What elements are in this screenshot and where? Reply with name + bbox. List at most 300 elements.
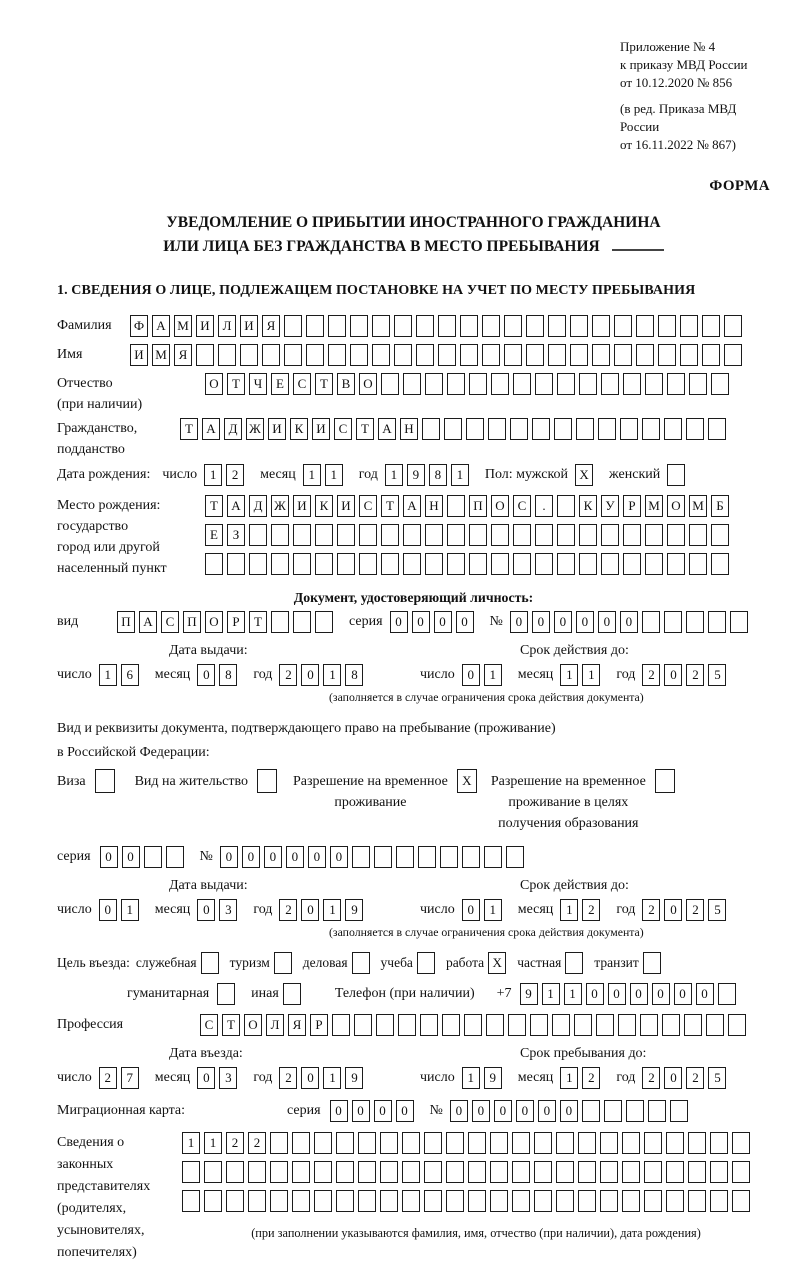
char-cell[interactable] <box>708 418 726 440</box>
char-cell[interactable]: 1 <box>182 1132 200 1154</box>
char-cell[interactable]: О <box>244 1014 262 1036</box>
char-cell[interactable]: 1 <box>325 464 343 486</box>
char-cell[interactable] <box>578 1161 596 1183</box>
char-cell[interactable]: 0 <box>456 611 474 633</box>
checkbox-cell[interactable] <box>217 983 235 1005</box>
char-cell[interactable] <box>570 344 588 366</box>
char-cell[interactable]: 1 <box>484 664 502 686</box>
char-cell[interactable] <box>622 1161 640 1183</box>
char-cell[interactable] <box>284 315 302 337</box>
char-cell[interactable] <box>620 418 638 440</box>
char-cell[interactable]: Н <box>400 418 418 440</box>
checkbox-cell[interactable] <box>565 952 583 974</box>
char-cell[interactable] <box>512 1132 530 1154</box>
char-cell[interactable] <box>578 1190 596 1212</box>
char-cell[interactable]: 2 <box>582 899 600 921</box>
char-cell[interactable] <box>240 344 258 366</box>
char-cell[interactable] <box>664 611 682 633</box>
char-cell[interactable] <box>686 611 704 633</box>
char-cell[interactable] <box>506 846 524 868</box>
char-cell[interactable]: Я <box>262 315 280 337</box>
char-cell[interactable] <box>689 524 707 546</box>
char-cell[interactable] <box>468 1190 486 1212</box>
char-cell[interactable] <box>512 1190 530 1212</box>
char-cell[interactable] <box>600 1161 618 1183</box>
char-cell[interactable]: 9 <box>407 464 425 486</box>
char-cell[interactable] <box>710 1132 728 1154</box>
char-cell[interactable] <box>464 1014 482 1036</box>
char-cell[interactable] <box>350 315 368 337</box>
char-cell[interactable]: Т <box>180 418 198 440</box>
char-cell[interactable]: 0 <box>197 899 215 921</box>
char-cell[interactable] <box>438 344 456 366</box>
char-cell[interactable] <box>623 524 641 546</box>
char-cell[interactable] <box>292 1132 310 1154</box>
char-cell[interactable]: 1 <box>462 1067 480 1089</box>
char-cell[interactable]: 0 <box>494 1100 512 1122</box>
char-cell[interactable] <box>402 1190 420 1212</box>
checkbox-cell[interactable] <box>257 769 277 793</box>
char-cell[interactable]: 7 <box>121 1067 139 1089</box>
char-cell[interactable] <box>315 524 333 546</box>
char-cell[interactable]: 5 <box>708 899 726 921</box>
char-cell[interactable]: 0 <box>538 1100 556 1122</box>
char-cell[interactable]: 0 <box>197 664 215 686</box>
char-cell[interactable]: И <box>130 344 148 366</box>
char-cell[interactable] <box>510 418 528 440</box>
char-cell[interactable] <box>600 1190 618 1212</box>
char-cell[interactable] <box>226 1190 244 1212</box>
char-cell[interactable]: И <box>337 495 355 517</box>
char-cell[interactable] <box>702 344 720 366</box>
char-cell[interactable] <box>248 1161 266 1183</box>
char-cell[interactable] <box>372 344 390 366</box>
char-cell[interactable]: 0 <box>122 846 140 868</box>
char-cell[interactable]: 8 <box>429 464 447 486</box>
char-cell[interactable] <box>601 524 619 546</box>
char-cell[interactable]: 0 <box>197 1067 215 1089</box>
char-cell[interactable]: Р <box>227 611 245 633</box>
char-cell[interactable]: В <box>337 373 355 395</box>
char-cell[interactable] <box>336 1132 354 1154</box>
char-cell[interactable] <box>618 1014 636 1036</box>
checkbox-cell[interactable] <box>417 952 435 974</box>
char-cell[interactable] <box>460 344 478 366</box>
char-cell[interactable] <box>438 315 456 337</box>
char-cell[interactable] <box>711 553 729 575</box>
char-cell[interactable]: 1 <box>204 464 222 486</box>
char-cell[interactable] <box>534 1161 552 1183</box>
char-cell[interactable]: 0 <box>462 664 480 686</box>
char-cell[interactable] <box>626 1100 644 1122</box>
char-cell[interactable]: 0 <box>532 611 550 633</box>
char-cell[interactable]: О <box>205 611 223 633</box>
char-cell[interactable] <box>666 1190 684 1212</box>
checkbox-cell[interactable]: X <box>457 769 477 793</box>
char-cell[interactable] <box>205 553 223 575</box>
char-cell[interactable]: Т <box>205 495 223 517</box>
char-cell[interactable]: 3 <box>219 1067 237 1089</box>
char-cell[interactable]: С <box>334 418 352 440</box>
char-cell[interactable]: 1 <box>560 664 578 686</box>
char-cell[interactable]: И <box>196 315 214 337</box>
char-cell[interactable] <box>644 1132 662 1154</box>
char-cell[interactable]: С <box>161 611 179 633</box>
char-cell[interactable]: К <box>315 495 333 517</box>
char-cell[interactable] <box>706 1014 724 1036</box>
char-cell[interactable] <box>644 1161 662 1183</box>
char-cell[interactable] <box>689 553 707 575</box>
char-cell[interactable] <box>446 1132 464 1154</box>
char-cell[interactable] <box>337 553 355 575</box>
char-cell[interactable]: Д <box>249 495 267 517</box>
char-cell[interactable]: 6 <box>121 664 139 686</box>
char-cell[interactable]: А <box>202 418 220 440</box>
char-cell[interactable] <box>576 418 594 440</box>
char-cell[interactable]: 0 <box>220 846 238 868</box>
char-cell[interactable] <box>513 553 531 575</box>
char-cell[interactable] <box>579 373 597 395</box>
char-cell[interactable]: Ж <box>246 418 264 440</box>
char-cell[interactable]: И <box>293 495 311 517</box>
char-cell[interactable]: 0 <box>620 611 638 633</box>
char-cell[interactable] <box>446 1161 464 1183</box>
char-cell[interactable] <box>482 315 500 337</box>
char-cell[interactable]: 0 <box>286 846 304 868</box>
char-cell[interactable]: С <box>200 1014 218 1036</box>
char-cell[interactable] <box>513 524 531 546</box>
char-cell[interactable] <box>614 315 632 337</box>
char-cell[interactable] <box>592 344 610 366</box>
char-cell[interactable] <box>710 1161 728 1183</box>
char-cell[interactable]: 2 <box>642 899 660 921</box>
char-cell[interactable] <box>534 1132 552 1154</box>
char-cell[interactable]: 0 <box>450 1100 468 1122</box>
char-cell[interactable] <box>526 315 544 337</box>
char-cell[interactable]: А <box>227 495 245 517</box>
char-cell[interactable] <box>420 1014 438 1036</box>
char-cell[interactable] <box>418 846 436 868</box>
char-cell[interactable]: Т <box>315 373 333 395</box>
char-cell[interactable] <box>204 1190 222 1212</box>
char-cell[interactable] <box>271 524 289 546</box>
char-cell[interactable] <box>488 418 506 440</box>
char-cell[interactable]: Я <box>288 1014 306 1036</box>
char-cell[interactable] <box>336 1190 354 1212</box>
char-cell[interactable]: 1 <box>121 899 139 921</box>
char-cell[interactable] <box>402 1161 420 1183</box>
char-cell[interactable]: 0 <box>412 611 430 633</box>
char-cell[interactable] <box>622 1132 640 1154</box>
char-cell[interactable] <box>468 1161 486 1183</box>
char-cell[interactable] <box>374 846 392 868</box>
char-cell[interactable] <box>642 611 660 633</box>
char-cell[interactable] <box>491 553 509 575</box>
char-cell[interactable] <box>645 373 663 395</box>
char-cell[interactable] <box>380 1161 398 1183</box>
char-cell[interactable]: 1 <box>323 664 341 686</box>
char-cell[interactable] <box>680 344 698 366</box>
char-cell[interactable] <box>442 1014 460 1036</box>
char-cell[interactable] <box>548 315 566 337</box>
char-cell[interactable] <box>447 373 465 395</box>
char-cell[interactable] <box>526 344 544 366</box>
char-cell[interactable]: 9 <box>345 1067 363 1089</box>
char-cell[interactable]: Л <box>218 315 236 337</box>
char-cell[interactable]: 2 <box>686 664 704 686</box>
char-cell[interactable] <box>724 315 742 337</box>
char-cell[interactable]: 0 <box>301 1067 319 1089</box>
char-cell[interactable] <box>394 344 412 366</box>
char-cell[interactable] <box>708 611 726 633</box>
char-cell[interactable] <box>645 553 663 575</box>
char-cell[interactable]: Ж <box>271 495 289 517</box>
char-cell[interactable]: С <box>293 373 311 395</box>
char-cell[interactable]: К <box>579 495 597 517</box>
checkbox-cell[interactable] <box>95 769 115 793</box>
char-cell[interactable]: П <box>117 611 135 633</box>
char-cell[interactable]: 1 <box>451 464 469 486</box>
char-cell[interactable] <box>425 553 443 575</box>
char-cell[interactable]: 2 <box>226 1132 244 1154</box>
char-cell[interactable] <box>396 846 414 868</box>
char-cell[interactable]: П <box>183 611 201 633</box>
char-cell[interactable] <box>598 418 616 440</box>
char-cell[interactable] <box>447 495 465 517</box>
char-cell[interactable] <box>686 418 704 440</box>
char-cell[interactable] <box>484 846 502 868</box>
char-cell[interactable] <box>535 373 553 395</box>
char-cell[interactable]: Н <box>425 495 443 517</box>
checkbox-cell[interactable]: X <box>575 464 593 486</box>
char-cell[interactable] <box>592 315 610 337</box>
char-cell[interactable] <box>352 846 370 868</box>
char-cell[interactable] <box>293 524 311 546</box>
char-cell[interactable] <box>359 524 377 546</box>
char-cell[interactable]: 0 <box>301 664 319 686</box>
char-cell[interactable] <box>623 373 641 395</box>
char-cell[interactable] <box>218 344 236 366</box>
char-cell[interactable] <box>490 1190 508 1212</box>
char-cell[interactable] <box>354 1014 372 1036</box>
char-cell[interactable] <box>314 1161 332 1183</box>
char-cell[interactable] <box>424 1190 442 1212</box>
char-cell[interactable] <box>688 1132 706 1154</box>
char-cell[interactable]: 0 <box>554 611 572 633</box>
char-cell[interactable]: 0 <box>576 611 594 633</box>
char-cell[interactable]: Р <box>623 495 641 517</box>
char-cell[interactable]: Р <box>310 1014 328 1036</box>
char-cell[interactable]: Я <box>174 344 192 366</box>
char-cell[interactable] <box>402 1132 420 1154</box>
char-cell[interactable] <box>196 344 214 366</box>
char-cell[interactable] <box>284 344 302 366</box>
char-cell[interactable]: 1 <box>385 464 403 486</box>
char-cell[interactable] <box>462 846 480 868</box>
char-cell[interactable] <box>226 1161 244 1183</box>
char-cell[interactable] <box>359 553 377 575</box>
char-cell[interactable]: 0 <box>390 611 408 633</box>
char-cell[interactable]: 1 <box>542 983 560 1005</box>
char-cell[interactable] <box>350 344 368 366</box>
char-cell[interactable] <box>482 344 500 366</box>
char-cell[interactable] <box>689 373 707 395</box>
char-cell[interactable] <box>486 1014 504 1036</box>
char-cell[interactable]: У <box>601 495 619 517</box>
char-cell[interactable] <box>444 418 462 440</box>
char-cell[interactable]: 2 <box>642 664 660 686</box>
char-cell[interactable] <box>718 983 736 1005</box>
char-cell[interactable] <box>666 1132 684 1154</box>
char-cell[interactable]: 0 <box>462 899 480 921</box>
char-cell[interactable] <box>270 1161 288 1183</box>
char-cell[interactable] <box>534 1190 552 1212</box>
char-cell[interactable] <box>636 315 654 337</box>
char-cell[interactable] <box>306 315 324 337</box>
char-cell[interactable] <box>512 1161 530 1183</box>
char-cell[interactable] <box>688 1161 706 1183</box>
char-cell[interactable] <box>306 344 324 366</box>
checkbox-cell[interactable]: X <box>488 952 506 974</box>
char-cell[interactable]: А <box>139 611 157 633</box>
char-cell[interactable] <box>468 1132 486 1154</box>
char-cell[interactable]: Д <box>224 418 242 440</box>
char-cell[interactable]: Т <box>222 1014 240 1036</box>
char-cell[interactable]: 1 <box>303 464 321 486</box>
char-cell[interactable] <box>658 344 676 366</box>
checkbox-cell[interactable] <box>274 952 292 974</box>
char-cell[interactable]: 0 <box>664 899 682 921</box>
char-cell[interactable] <box>293 553 311 575</box>
char-cell[interactable] <box>440 846 458 868</box>
char-cell[interactable]: 9 <box>345 899 363 921</box>
char-cell[interactable] <box>664 418 682 440</box>
char-cell[interactable] <box>469 524 487 546</box>
char-cell[interactable]: 1 <box>484 899 502 921</box>
char-cell[interactable] <box>552 1014 570 1036</box>
char-cell[interactable] <box>403 373 421 395</box>
char-cell[interactable] <box>424 1161 442 1183</box>
char-cell[interactable] <box>557 553 575 575</box>
char-cell[interactable] <box>711 524 729 546</box>
char-cell[interactable] <box>292 1190 310 1212</box>
char-cell[interactable]: 0 <box>560 1100 578 1122</box>
char-cell[interactable]: 0 <box>100 846 118 868</box>
char-cell[interactable]: 2 <box>686 899 704 921</box>
char-cell[interactable] <box>182 1190 200 1212</box>
char-cell[interactable]: М <box>645 495 663 517</box>
char-cell[interactable]: 0 <box>516 1100 534 1122</box>
char-cell[interactable] <box>328 344 346 366</box>
char-cell[interactable]: 1 <box>204 1132 222 1154</box>
char-cell[interactable] <box>600 1132 618 1154</box>
char-cell[interactable] <box>376 1014 394 1036</box>
char-cell[interactable] <box>582 1100 600 1122</box>
char-cell[interactable] <box>642 418 660 440</box>
char-cell[interactable] <box>614 344 632 366</box>
char-cell[interactable]: 0 <box>586 983 604 1005</box>
char-cell[interactable]: 0 <box>472 1100 490 1122</box>
char-cell[interactable] <box>557 373 575 395</box>
char-cell[interactable]: 2 <box>248 1132 266 1154</box>
char-cell[interactable] <box>732 1161 750 1183</box>
char-cell[interactable] <box>469 373 487 395</box>
char-cell[interactable] <box>447 553 465 575</box>
char-cell[interactable] <box>711 373 729 395</box>
char-cell[interactable] <box>667 373 685 395</box>
char-cell[interactable] <box>204 1161 222 1183</box>
checkbox-cell[interactable] <box>283 983 301 1005</box>
char-cell[interactable] <box>579 553 597 575</box>
char-cell[interactable] <box>314 1132 332 1154</box>
char-cell[interactable]: 2 <box>226 464 244 486</box>
char-cell[interactable]: Ч <box>249 373 267 395</box>
char-cell[interactable]: 1 <box>99 664 117 686</box>
char-cell[interactable] <box>645 524 663 546</box>
char-cell[interactable] <box>337 524 355 546</box>
char-cell[interactable]: 2 <box>99 1067 117 1089</box>
char-cell[interactable]: П <box>469 495 487 517</box>
checkbox-cell[interactable] <box>655 769 675 793</box>
char-cell[interactable]: М <box>174 315 192 337</box>
char-cell[interactable] <box>579 524 597 546</box>
char-cell[interactable]: Т <box>227 373 245 395</box>
char-cell[interactable] <box>570 315 588 337</box>
char-cell[interactable] <box>556 1161 574 1183</box>
char-cell[interactable] <box>490 1161 508 1183</box>
char-cell[interactable]: З <box>227 524 245 546</box>
char-cell[interactable] <box>636 344 654 366</box>
char-cell[interactable] <box>557 495 575 517</box>
char-cell[interactable] <box>556 1190 574 1212</box>
char-cell[interactable]: 9 <box>520 983 538 1005</box>
char-cell[interactable] <box>535 553 553 575</box>
char-cell[interactable]: О <box>491 495 509 517</box>
char-cell[interactable] <box>732 1190 750 1212</box>
char-cell[interactable] <box>710 1190 728 1212</box>
char-cell[interactable]: 0 <box>434 611 452 633</box>
char-cell[interactable] <box>491 524 509 546</box>
char-cell[interactable]: 1 <box>323 899 341 921</box>
char-cell[interactable]: Е <box>205 524 223 546</box>
char-cell[interactable] <box>416 315 434 337</box>
char-cell[interactable]: 3 <box>219 899 237 921</box>
char-cell[interactable] <box>398 1014 416 1036</box>
char-cell[interactable]: 1 <box>582 664 600 686</box>
char-cell[interactable] <box>491 373 509 395</box>
char-cell[interactable]: 0 <box>330 846 348 868</box>
char-cell[interactable]: 0 <box>664 1067 682 1089</box>
char-cell[interactable] <box>658 315 676 337</box>
char-cell[interactable]: 0 <box>652 983 670 1005</box>
char-cell[interactable] <box>574 1014 592 1036</box>
char-cell[interactable]: 2 <box>582 1067 600 1089</box>
char-cell[interactable]: 9 <box>484 1067 502 1089</box>
char-cell[interactable]: 1 <box>560 1067 578 1089</box>
char-cell[interactable]: Ф <box>130 315 148 337</box>
char-cell[interactable] <box>469 553 487 575</box>
char-cell[interactable] <box>381 553 399 575</box>
char-cell[interactable]: И <box>312 418 330 440</box>
char-cell[interactable]: 8 <box>219 664 237 686</box>
char-cell[interactable] <box>314 1190 332 1212</box>
char-cell[interactable]: 1 <box>564 983 582 1005</box>
char-cell[interactable]: А <box>152 315 170 337</box>
char-cell[interactable] <box>730 611 748 633</box>
char-cell[interactable]: 0 <box>630 983 648 1005</box>
char-cell[interactable] <box>262 344 280 366</box>
char-cell[interactable] <box>684 1014 702 1036</box>
